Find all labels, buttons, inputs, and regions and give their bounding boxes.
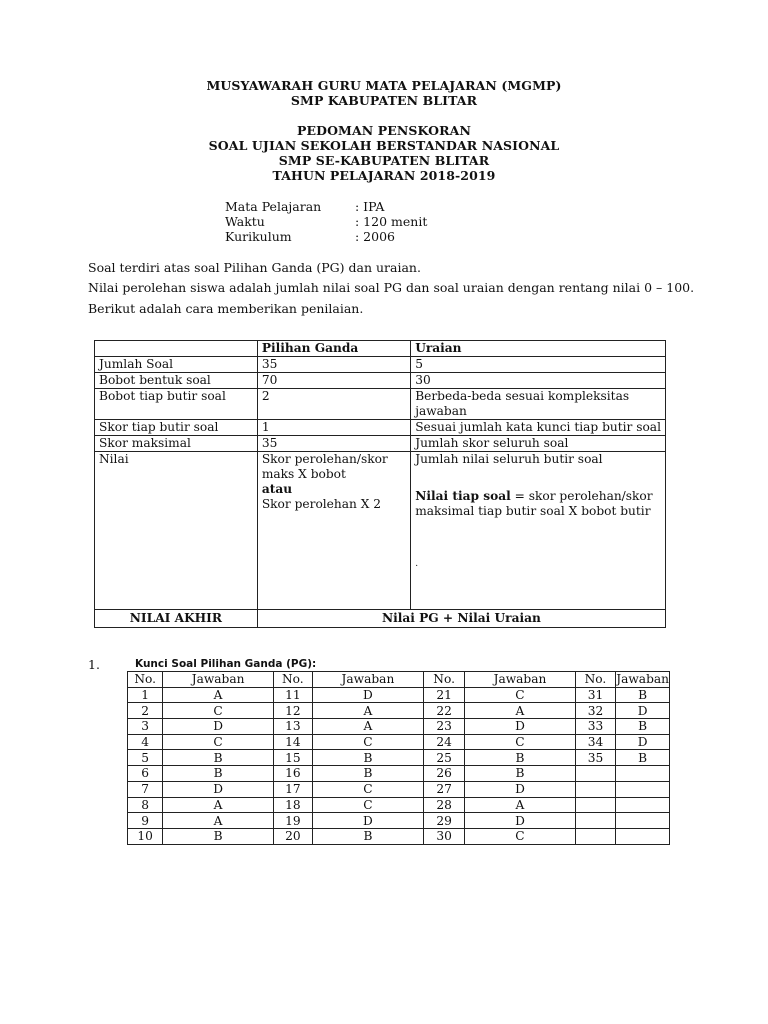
nilai-pg-formula: Skor perolehan/skor maks X bobot xyxy=(261,452,388,481)
table-row xyxy=(128,766,670,782)
row-label: Skor tiap butir soal xyxy=(95,420,258,436)
answer-letter: C xyxy=(163,703,273,719)
question-number: 4 xyxy=(128,734,163,750)
nilai-uraian-cell xyxy=(411,452,666,610)
answer-letter: B xyxy=(312,828,423,844)
table-row xyxy=(95,357,666,373)
question-number: 30 xyxy=(424,828,465,844)
column-header-uraian: Uraian xyxy=(411,341,666,357)
nilai-pg-alt-formula: Skor perolehan X 2 xyxy=(261,497,382,511)
header-year: TAHUN PELAJARAN 2018-2019 xyxy=(272,168,496,183)
answer-letter: D xyxy=(465,719,575,735)
question-number: 17 xyxy=(273,781,312,797)
uraian-value: 5 xyxy=(411,357,666,373)
question-number xyxy=(575,797,616,813)
table-row xyxy=(128,813,670,829)
question-number: 5 xyxy=(128,750,163,766)
row-label: Jumlah Soal xyxy=(95,357,258,373)
intro-paragraph: Soal terdiri atas soal Pilihan Ganda (PG) dan uraian. xyxy=(88,260,421,275)
column-header-jawaban: Jawaban xyxy=(465,672,575,688)
table-row xyxy=(128,734,670,750)
intro-paragraph: Berikut adalah cara memberikan penilaian. xyxy=(88,301,364,316)
question-number: 20 xyxy=(273,828,312,844)
question-number: 18 xyxy=(273,797,312,813)
table-row xyxy=(95,341,666,357)
question-number: 25 xyxy=(424,750,465,766)
answer-letter xyxy=(616,781,670,797)
question-number: 26 xyxy=(424,766,465,782)
answer-letter: D xyxy=(312,813,423,829)
answer-letter: A xyxy=(312,703,423,719)
row-label: Bobot bentuk soal xyxy=(95,373,258,389)
question-number: 23 xyxy=(424,719,465,735)
column-header-jawaban: Jawaban xyxy=(312,672,423,688)
answer-letter: A xyxy=(163,687,273,703)
question-number: 32 xyxy=(575,703,616,719)
question-number: 7 xyxy=(128,781,163,797)
table-row xyxy=(128,703,670,719)
answer-letter: D xyxy=(616,703,670,719)
table-row xyxy=(95,610,666,628)
question-number: 35 xyxy=(575,750,616,766)
column-header-no: No. xyxy=(273,672,312,688)
question-number: 14 xyxy=(273,734,312,750)
question-number: 21 xyxy=(424,687,465,703)
table-row xyxy=(128,781,670,797)
nilai-pg-cell xyxy=(257,452,410,610)
meta-label: Mata Pelajaran xyxy=(225,199,322,214)
answer-letter: C xyxy=(465,687,575,703)
row-label: Bobot tiap butir soal xyxy=(95,389,258,420)
uraian-value: Berbeda-beda sesuai kompleksitas jawaban xyxy=(411,389,666,420)
header-scope: SMP SE-KABUPATEN BLITAR xyxy=(278,153,490,168)
answer-letter: C xyxy=(465,828,575,844)
intro-paragraph: Nilai perolehan siswa adalah jumlah nilai soal PG dan soal uraian dengan rentang nilai 0 – 100. xyxy=(88,280,695,295)
answer-letter: A xyxy=(465,797,575,813)
answer-letter: B xyxy=(312,766,423,782)
question-number: 3 xyxy=(128,719,163,735)
column-header-no: No. xyxy=(128,672,163,688)
answer-letter: B xyxy=(616,687,670,703)
column-header-no: No. xyxy=(575,672,616,688)
answer-letter: B xyxy=(163,828,273,844)
header-region: SMP KABUPATEN BLITAR xyxy=(290,93,478,108)
pg-value: 70 xyxy=(257,373,410,389)
meta-value: : 2006 xyxy=(355,229,395,244)
question-number: 28 xyxy=(424,797,465,813)
question-number: 29 xyxy=(424,813,465,829)
answer-letter: D xyxy=(465,781,575,797)
uraian-value: Jumlah skor seluruh soal xyxy=(411,436,666,452)
table-header-row xyxy=(128,672,670,688)
question-number: 8 xyxy=(128,797,163,813)
pg-value: 35 xyxy=(257,436,410,452)
pg-value: 2 xyxy=(257,389,410,420)
answer-letter: C xyxy=(312,734,423,750)
question-number: 11 xyxy=(273,687,312,703)
table-row xyxy=(95,452,666,610)
answer-letter: C xyxy=(312,781,423,797)
question-number: 34 xyxy=(575,734,616,750)
answer-letter: B xyxy=(163,766,273,782)
column-header-jawaban: Jawaban xyxy=(163,672,273,688)
table-row xyxy=(128,719,670,735)
question-number: 24 xyxy=(424,734,465,750)
column-header-jawaban: Jawaban xyxy=(616,672,669,687)
table-row xyxy=(128,687,670,703)
question-number: 6 xyxy=(128,766,163,782)
question-number: 12 xyxy=(273,703,312,719)
question-number xyxy=(575,781,616,797)
answer-letter: C xyxy=(312,797,423,813)
scoring-table xyxy=(94,340,666,628)
answer-letter: B xyxy=(312,750,423,766)
meta-label: Kurikulum xyxy=(225,229,292,244)
answer-letter: B xyxy=(465,750,575,766)
nilai-tiap-soal-text: = skor perolehan/skor maksimal tiap butir soal X bobot butir xyxy=(415,489,653,518)
question-number: 31 xyxy=(575,687,616,703)
meta-label: Waktu xyxy=(225,214,265,229)
nilai-tiap-soal-label: Nilai tiap soal xyxy=(415,489,511,503)
table-row xyxy=(95,389,666,420)
uraian-value: 30 xyxy=(411,373,666,389)
header-exam: SOAL UJIAN SEKOLAH BERSTANDAR NASIONAL xyxy=(208,138,560,153)
answer-letter: D xyxy=(163,781,273,797)
nilai-uraian-total: Jumlah nilai seluruh butir soal xyxy=(415,452,603,466)
answer-letter: D xyxy=(465,813,575,829)
answer-letter xyxy=(616,813,670,829)
meta-value: : IPA xyxy=(355,199,385,214)
answer-letter xyxy=(616,797,670,813)
meta-value: : 120 menit xyxy=(355,214,428,229)
question-number: 13 xyxy=(273,719,312,735)
table-row xyxy=(95,420,666,436)
answer-letter xyxy=(616,828,670,844)
table-cell xyxy=(95,341,258,357)
row-label: Nilai xyxy=(95,452,258,610)
answer-letter: D xyxy=(163,719,273,735)
answer-letter: A xyxy=(163,797,273,813)
answer-letter: B xyxy=(616,719,670,735)
question-number: 33 xyxy=(575,719,616,735)
pg-value: 1 xyxy=(257,420,410,436)
answer-letter: B xyxy=(465,766,575,782)
table-row xyxy=(95,373,666,389)
question-number: 16 xyxy=(273,766,312,782)
final-score-label: NILAI AKHIR xyxy=(95,610,258,628)
table-row xyxy=(128,797,670,813)
question-number: 1 xyxy=(128,687,163,703)
header-doc-title: PEDOMAN PENSKORAN xyxy=(297,123,471,138)
table-row xyxy=(128,750,670,766)
question-number xyxy=(575,766,616,782)
section-number: 1. xyxy=(88,657,100,672)
trailing-dot: . xyxy=(415,559,419,569)
column-header-no: No. xyxy=(424,672,465,688)
table-row xyxy=(128,828,670,844)
answer-key-body xyxy=(128,672,670,845)
answer-key-table xyxy=(127,671,670,845)
answer-letter: A xyxy=(465,703,575,719)
answer-letter: B xyxy=(163,750,273,766)
answer-letter: D xyxy=(312,687,423,703)
question-number: 27 xyxy=(424,781,465,797)
question-number: 19 xyxy=(273,813,312,829)
question-number: 22 xyxy=(424,703,465,719)
question-number: 10 xyxy=(128,828,163,844)
answer-letter: A xyxy=(312,719,423,735)
column-header-pg: Pilihan Ganda xyxy=(257,341,410,357)
nilai-pg-atau: atau xyxy=(261,482,293,496)
answer-letter: C xyxy=(163,734,273,750)
question-number: 15 xyxy=(273,750,312,766)
section-title: Kunci Soal Pilihan Ganda (PG): xyxy=(135,658,317,670)
question-number xyxy=(575,813,616,829)
final-score-formula: Nilai PG + Nilai Uraian xyxy=(257,610,665,628)
answer-letter xyxy=(616,766,670,782)
answer-letter: A xyxy=(163,813,273,829)
uraian-value: Sesuai jumlah kata kunci tiap butir soal xyxy=(411,420,666,436)
table-row xyxy=(95,436,666,452)
nilai-uraian-formula xyxy=(415,489,661,519)
question-number: 2 xyxy=(128,703,163,719)
question-number: 9 xyxy=(128,813,163,829)
question-number xyxy=(575,828,616,844)
header-org: MUSYAWARAH GURU MATA PELAJARAN (MGMP) xyxy=(206,78,562,93)
answer-letter: C xyxy=(465,734,575,750)
answer-letter: D xyxy=(616,734,670,750)
row-label: Skor maksimal xyxy=(95,436,258,452)
pg-value: 35 xyxy=(257,357,410,373)
answer-letter: B xyxy=(616,750,670,766)
